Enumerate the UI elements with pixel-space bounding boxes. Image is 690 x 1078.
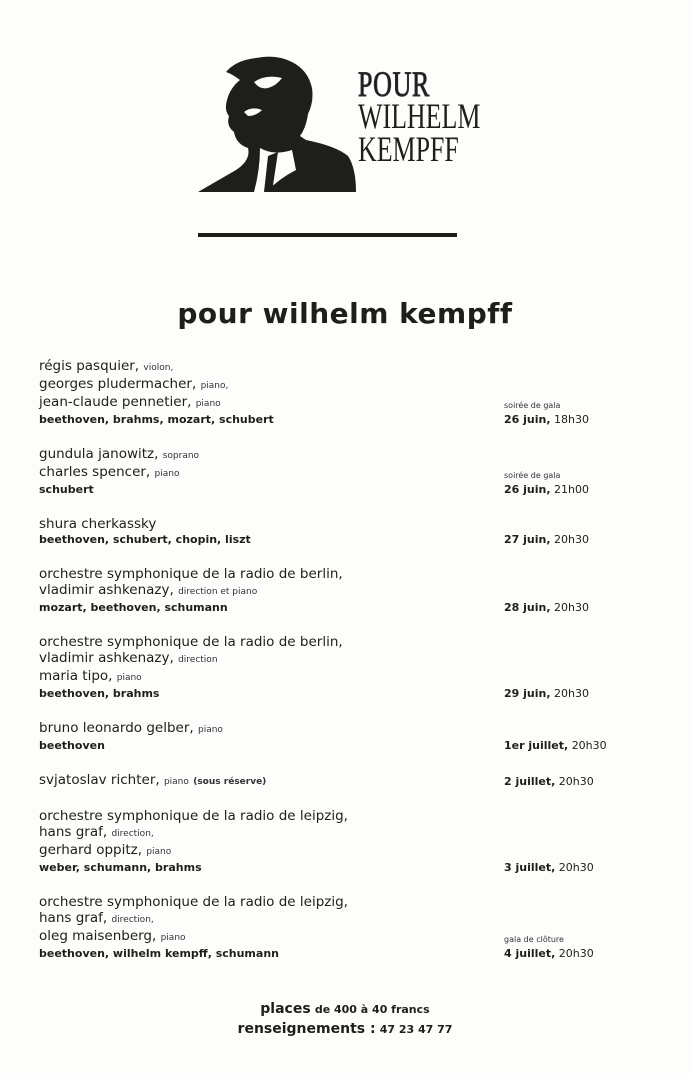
logo: [196, 52, 481, 197]
performer-role: direction,: [111, 829, 154, 839]
works-list: beethoven, brahms: [39, 687, 160, 700]
concert-date-block: [504, 400, 589, 428]
performer-role: piano: [116, 673, 142, 683]
concert-date-block: [504, 860, 594, 876]
concert-day: 2 juillet,: [504, 775, 556, 788]
concert-date-block: [504, 686, 589, 702]
concert-entry: [39, 720, 649, 754]
concert-time: 20h30: [558, 861, 594, 874]
concert-day: 26 juin,: [504, 413, 551, 426]
concert-date-block: [504, 774, 594, 790]
works-list: beethoven: [39, 739, 105, 752]
performer-name: maria tipo,: [39, 668, 113, 684]
concert-time: 20h30: [558, 947, 594, 960]
performer-line: [39, 910, 649, 928]
works-list: beethoven, wilhelm kempff, schumann: [39, 947, 279, 960]
performer-name: orchestre symphonique de la radio de berlin,: [39, 566, 343, 582]
concert-entry: [39, 358, 649, 428]
performer-name: régis pasquier,: [39, 358, 140, 374]
performer-role: direction et piano: [178, 587, 258, 597]
performer-name: shura cherkassky: [39, 516, 157, 532]
logo-line-pour: POUR: [358, 64, 431, 104]
concert-day: 1er juillet,: [504, 739, 569, 752]
performer-role: piano: [198, 725, 223, 735]
performer-name: hans graf,: [39, 824, 108, 840]
kempff-portrait-image: [196, 52, 361, 194]
concert-day: 4 juillet,: [504, 947, 556, 960]
works-list: schubert: [39, 483, 94, 496]
performer-role: piano,: [200, 381, 229, 391]
concert-time: 20h30: [554, 601, 589, 614]
concert-program: [39, 358, 649, 962]
performer-role: direction,: [111, 915, 154, 925]
performer-note: (sous réserve): [193, 777, 267, 787]
performer-line: [39, 668, 649, 686]
performer-name: gundula janowitz,: [39, 446, 159, 462]
info-line: [0, 1019, 690, 1040]
concert-day: 3 juillet,: [504, 861, 556, 874]
performer-name: charles spencer,: [39, 464, 151, 480]
concert-time: 20h30: [558, 775, 594, 788]
concert-entry: [39, 566, 649, 616]
concert-entry: [39, 894, 649, 962]
performer-role: piano: [163, 777, 189, 787]
performer-name: svjatoslav richter,: [39, 772, 160, 788]
info-phone: 47 23 47 77: [379, 1023, 453, 1036]
logo-wordmark: [358, 64, 481, 169]
performer-name: orchestre symphonique de la radio de berlin,: [39, 634, 343, 650]
concert-date: [504, 412, 589, 428]
concert-day: 26 juin,: [504, 483, 551, 496]
concert-date: [504, 600, 589, 616]
concert-date: [504, 860, 594, 876]
performer-line: [39, 824, 649, 842]
performer-line: [39, 566, 649, 582]
performer-role: piano: [154, 469, 180, 479]
performer-name: georges pludermacher,: [39, 376, 197, 392]
concert-date: [504, 532, 589, 548]
performer-role: direction: [178, 655, 218, 665]
places-value: de 400 à 40 francs: [314, 1003, 430, 1016]
concert-entry: [39, 516, 649, 548]
performer-role: soprano: [162, 451, 200, 461]
concert-date-block: [504, 532, 589, 548]
works-list: weber, schumann, brahms: [39, 861, 202, 874]
performer-name: gerhard oppitz,: [39, 842, 143, 858]
gala-note: soirée de gala: [504, 401, 561, 410]
performer-line: [39, 516, 649, 532]
concert-time: 20h30: [554, 533, 589, 546]
performer-line: [39, 842, 649, 860]
concert-date: [504, 946, 594, 962]
performer-role: piano: [146, 847, 172, 857]
info-label: renseignements :: [237, 1021, 376, 1037]
performer-line: [39, 376, 649, 394]
concert-date-block: [504, 470, 589, 498]
concert-date-block: [504, 600, 589, 616]
concert-time: 18h30: [554, 413, 589, 426]
works-list: beethoven, brahms, mozart, schubert: [39, 413, 274, 426]
page-title: pour wilhelm kempff: [177, 297, 513, 330]
places-label: places: [260, 1001, 311, 1017]
performer-line: [39, 894, 649, 910]
concert-day: 29 juin,: [504, 687, 551, 700]
concert-time: 20h30: [554, 687, 589, 700]
performer-role: piano: [160, 933, 186, 943]
works-list: beethoven, schubert, chopin, liszt: [39, 533, 251, 546]
performer-line: [39, 650, 649, 668]
concert-entry: [39, 446, 649, 498]
divider-rule: [198, 233, 457, 237]
prices-line: [0, 1000, 690, 1019]
performer-name: bruno leonardo gelber,: [39, 720, 194, 736]
works-list: mozart, beethoven, schumann: [39, 601, 228, 614]
performer-name: jean-claude pennetier,: [39, 394, 192, 410]
performer-name: vladimir ashkenazy,: [39, 650, 174, 666]
performer-name: orchestre symphonique de la radio de leipzig,: [39, 808, 348, 824]
concert-time: 21h00: [554, 483, 589, 496]
concert-date: [504, 774, 594, 790]
concert-date: [504, 482, 589, 498]
performer-line: [39, 720, 649, 738]
concert-day: 27 juin,: [504, 533, 551, 546]
concert-time: 20h30: [571, 739, 607, 752]
performer-line: [39, 634, 649, 650]
performer-line: [39, 358, 649, 376]
performer-name: hans graf,: [39, 910, 108, 926]
performer-name: vladimir ashkenazy,: [39, 582, 174, 598]
gala-note: soirée de gala: [504, 471, 561, 480]
concert-entry: [39, 772, 649, 790]
concert-entry: [39, 808, 649, 876]
concert-date-block: [504, 738, 607, 754]
concert-day: 28 juin,: [504, 601, 551, 614]
footer: [0, 1000, 690, 1040]
gala-note: gala de clôture: [504, 935, 564, 944]
concert-date: [504, 686, 589, 702]
logo-line-wilhelm: WILHELM: [358, 96, 481, 137]
performer-line: [39, 582, 649, 600]
concert-date-block: [504, 934, 594, 962]
performer-role: piano: [195, 399, 221, 409]
performer-role: violon,: [143, 363, 174, 373]
performer-line: [39, 446, 649, 464]
concert-entry: [39, 634, 649, 702]
performer-name: oleg maisenberg,: [39, 928, 157, 944]
concert-date: [504, 738, 607, 754]
performer-name: orchestre symphonique de la radio de leipzig,: [39, 894, 348, 910]
performer-line: [39, 808, 649, 824]
logo-line-kempff: KEMPFF: [358, 128, 459, 169]
